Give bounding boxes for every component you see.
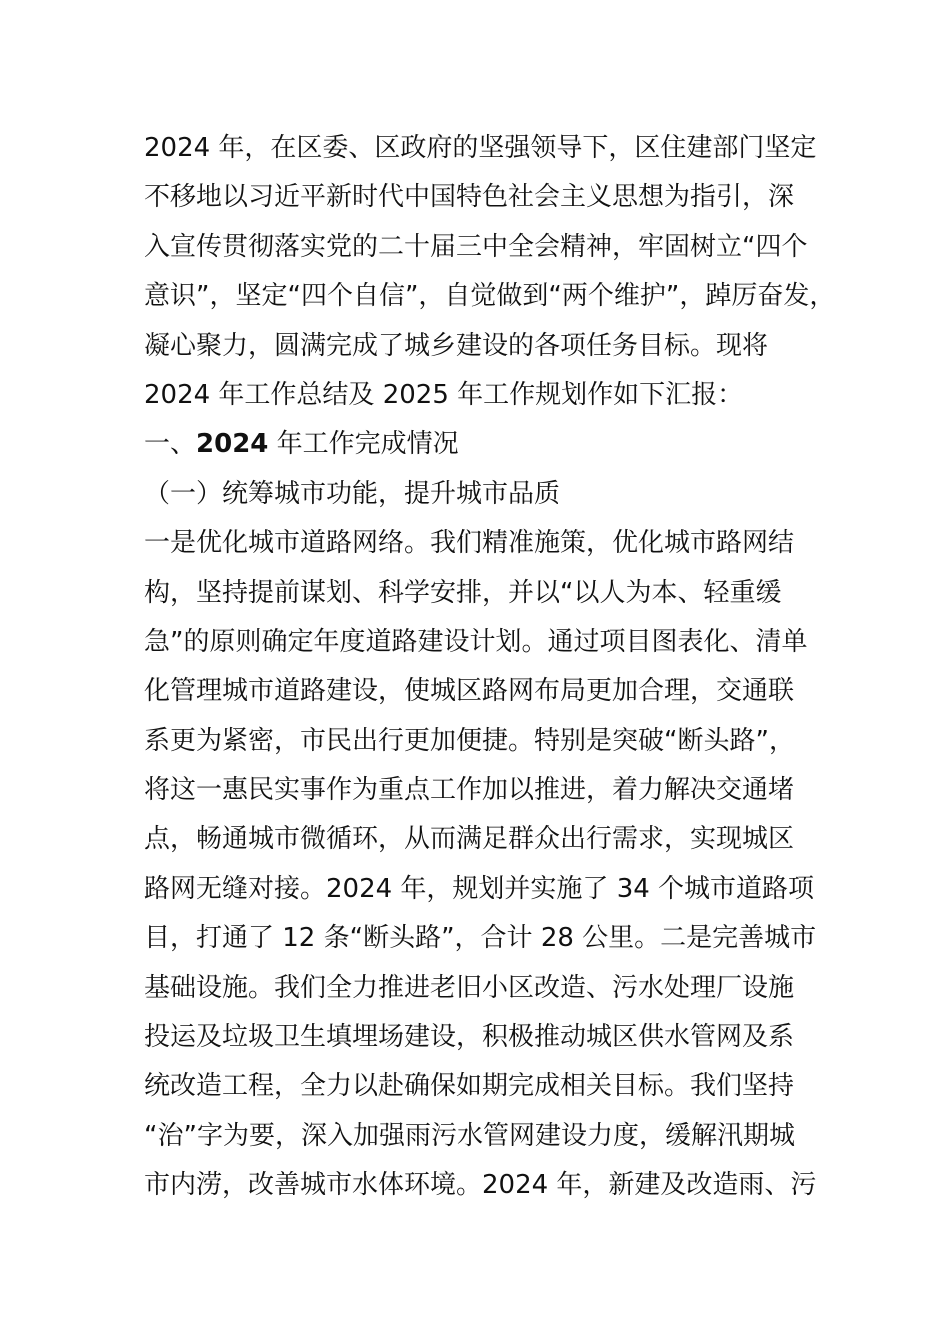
section-heading-year: 2024 (196, 429, 269, 460)
paragraph-line: 凝心聚力，圆满完成了城乡建设的各项任务目标。现将 (144, 330, 769, 361)
paragraph-line: 不移地以习近平新时代中国特色社会主义思想为指引，深 (144, 182, 795, 213)
document-body (144, 124, 844, 1211)
paragraph-line: 路网无缝对接。2024 年，规划并实施了 34 个城市道路项 (144, 873, 815, 904)
paragraph-line: 将这一惠民实事作为重点工作加以推进，着力解决交通堵 (144, 775, 795, 806)
paragraph-line: 市内涝，改善城市水体环境。2024 年，新建及改造雨、污 (144, 1170, 817, 1201)
paragraph-line: “治”字为要，深入加强雨污水管网建设力度，缓解汛期城 (144, 1120, 795, 1151)
paragraph-line: 2024 年，在区委、区政府的坚强领导下，区住建部门坚定 (144, 133, 817, 163)
section-heading (144, 420, 844, 469)
paragraph-line: 化管理城市道路建设，使城区路网布局更加合理，交通联 (144, 676, 795, 707)
paragraph-line: 一是优化城市道路网络。我们精准施策，优化城市路网结 (144, 528, 795, 559)
paragraph-line: 系更为紧密，市民出行更加便捷。特别是突破“断头路”， (144, 725, 795, 756)
paragraph-line: 投运及垃圾卫生填埋场建设，积极推动城区供水管网及系 (144, 1022, 795, 1053)
section-heading-suffix: 年工作完成情况 (268, 429, 459, 460)
paragraph-line: 构，坚持提前谋划、科学安排，并以“以人为本、轻重缓 (144, 577, 782, 608)
subsection-heading: （一）统筹城市功能，提升城市品质 (144, 478, 561, 509)
paragraph-line: 统改造工程，全力以赴确保如期完成相关目标。我们坚持 (144, 1071, 795, 1102)
paragraph-line: 急”的原则确定年度道路建设计划。通过项目图表化、清单 (144, 626, 808, 657)
section-heading-prefix: 一、 (144, 429, 197, 460)
paragraph-line: 入宣传贯彻落实党的二十届三中全会精神，牢固树立“四个 (144, 231, 808, 262)
paragraph-line: 意识”，坚定“四个自信”，自觉做到“两个维护”，踔厉奋发， (144, 281, 836, 312)
paragraph-line: 点，畅通城市微循环，从而满足群众出行需求，实现城区 (144, 824, 795, 855)
paragraph-line: 目，打通了 12 条“断头路”，合计 28 公里。二是完善城市 (144, 923, 817, 954)
paragraph-line: 基础设施。我们全力推进老旧小区改造、污水处理厂设施 (144, 972, 795, 1003)
paragraph-line: 2024 年工作总结及 2025 年工作规划作如下汇报： (144, 379, 744, 410)
